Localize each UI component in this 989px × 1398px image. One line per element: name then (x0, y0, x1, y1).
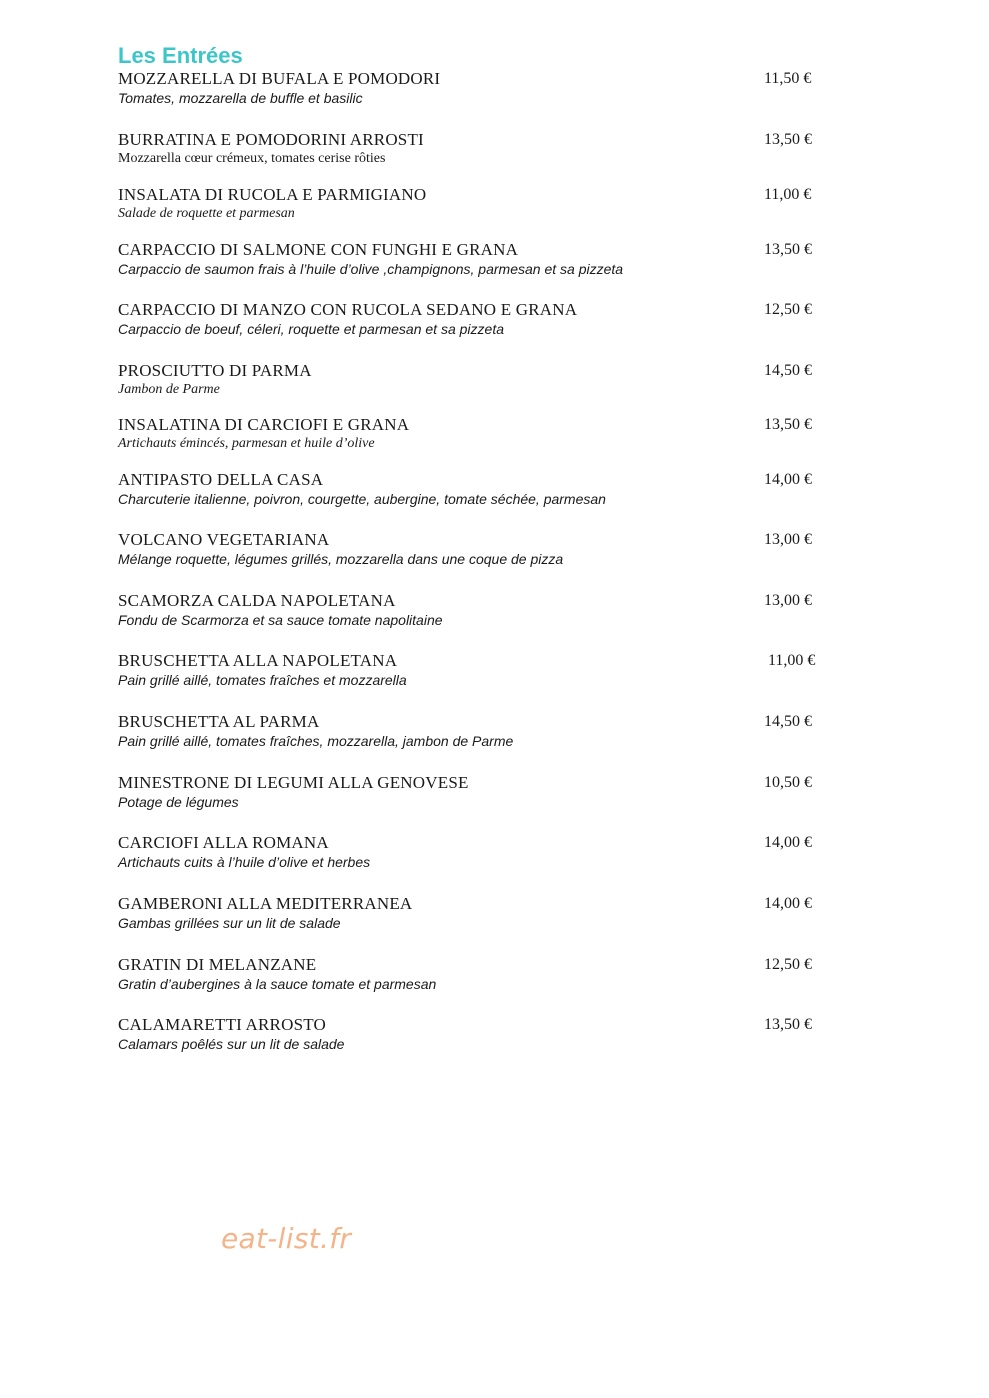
item-name: MOZZARELLA DI BUFALA E POMODORI (118, 69, 441, 88)
item-name: GAMBERONI ALLA MEDITERRANEA (118, 894, 413, 913)
menu-item (118, 651, 820, 695)
item-name: GRATIN DI MELANZANE (118, 955, 317, 974)
menu-item (118, 773, 820, 817)
item-price: 13,50 € (764, 131, 812, 148)
item-price: 14,50 € (764, 713, 812, 730)
menu-item (118, 185, 820, 229)
item-description: Carpaccio de boeuf, céleri, roquette et parmesan et sa pizzeta (118, 321, 504, 337)
menu-item (118, 240, 820, 284)
item-description: Fondu de Scarmorza et sa sauce tomate napolitaine (118, 612, 443, 628)
item-description: Gambas grillées sur un lit de salade (118, 915, 341, 931)
item-name: VOLCANO VEGETARIANA (118, 530, 330, 549)
item-price: 11,00 € (768, 652, 816, 669)
item-name: CARPACCIO DI MANZO CON RUCOLA SEDANO E GRANA (118, 300, 578, 319)
item-name: BURRATINA E POMODORINI ARROSTI (118, 130, 424, 149)
item-name: CARCIOFI ALLA ROMANA (118, 833, 329, 852)
item-price: 13,50 € (764, 416, 812, 433)
item-description: Mozzarella cœur crémeux, tomates cerise rôties (118, 151, 386, 166)
menu-item (118, 955, 820, 999)
item-price: 13,00 € (764, 531, 812, 548)
item-name: CALAMARETTI ARROSTO (118, 1015, 326, 1034)
item-name: CARPACCIO DI SALMONE CON FUNGHI E GRANA (118, 240, 519, 259)
item-name: PROSCIUTTO DI PARMA (118, 361, 312, 380)
item-description: Tomates, mozzarella de buffle et basilic (118, 90, 363, 106)
item-price: 14,00 € (764, 834, 812, 851)
item-name: BRUSCHETTA ALLA NAPOLETANA (118, 651, 398, 670)
item-price: 14,50 € (764, 362, 812, 379)
menu-item (118, 1015, 820, 1059)
item-description: Pain grillé aillé, tomates fraîches et mozzarella (118, 672, 407, 688)
item-price: 10,50 € (764, 774, 812, 791)
section-title: Les Entrées (118, 43, 243, 68)
item-description: Pain grillé aillé, tomates fraîches, mozzarella, jambon de Parme (118, 733, 514, 749)
menu-item (118, 300, 820, 344)
item-description: Jambon de Parme (118, 382, 220, 397)
item-name: ANTIPASTO DELLA CASA (118, 470, 324, 489)
item-description: Mélange roquette, légumes grillés, mozzarella dans une coque de pizza (118, 551, 564, 567)
item-price: 11,50 € (764, 70, 812, 87)
item-description: Potage de légumes (118, 794, 239, 810)
item-description: Calamars poêlés sur un lit de salade (118, 1036, 345, 1052)
menu-item (118, 712, 820, 756)
item-name: INSALATINA DI CARCIOFI E GRANA (118, 415, 410, 434)
item-price: 12,50 € (764, 956, 812, 973)
item-price: 14,00 € (764, 895, 812, 912)
item-description: Artichauts cuits à l’huile d’olive et herbes (118, 854, 371, 870)
item-price: 12,50 € (764, 301, 812, 318)
menu-item (118, 415, 820, 459)
menu-item (118, 591, 820, 635)
item-description: Carpaccio de saumon frais à l’huile d’olive ,champignons, parmesan et sa pizzeta (118, 261, 624, 277)
item-name: SCAMORZA CALDA NAPOLETANA (118, 591, 396, 610)
item-name: BRUSCHETTA AL PARMA (118, 712, 320, 731)
item-price: 13,50 € (764, 241, 812, 258)
item-description: Salade de roquette et parmesan (118, 206, 295, 221)
item-price: 13,50 € (764, 1016, 812, 1033)
menu-item (118, 894, 820, 938)
item-name: MINESTRONE DI LEGUMI ALLA GENOVESE (118, 773, 469, 792)
watermark-logo: eat-list.fr (221, 1222, 352, 1255)
menu-item (118, 470, 820, 514)
item-description: Charcuterie italienne, poivron, courgette, aubergine, tomate séchée, parmesan (118, 491, 606, 507)
item-description: Gratin d’aubergines à la sauce tomate et parmesan (118, 976, 437, 992)
menu-item (118, 530, 820, 574)
item-price: 13,00 € (764, 592, 812, 609)
menu-item (118, 833, 820, 877)
menu-item (118, 69, 820, 113)
item-price: 14,00 € (764, 471, 812, 488)
menu-item (118, 361, 820, 405)
item-price: 11,00 € (764, 186, 812, 203)
item-description: Artichauts émincés, parmesan et huile d’olive (118, 436, 375, 451)
menu-item (118, 130, 820, 174)
item-name: INSALATA DI RUCOLA E PARMIGIANO (118, 185, 427, 204)
